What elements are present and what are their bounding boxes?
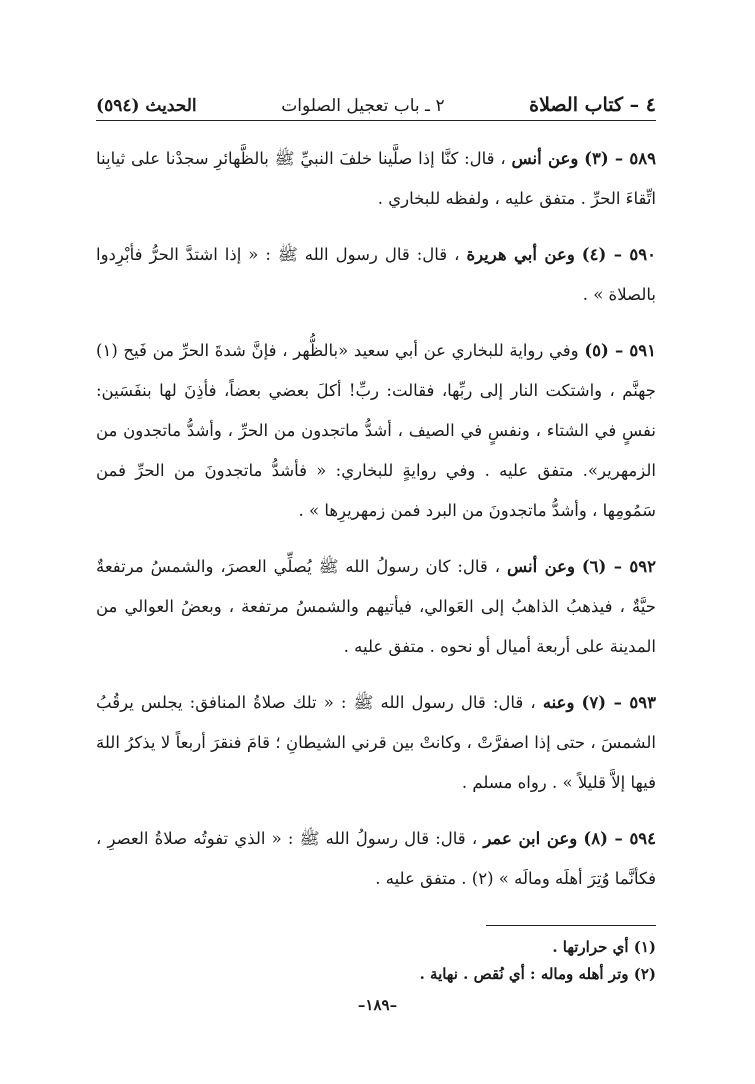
hadith-text: ، قال: قال رسول الله ﷺ : « تلك صلاةُ المنافق: يجلس يرقُبُ الشمسَ ، حتى إذا اصفرَّتْ ، وكانتْ بين قرني الشيطانِ ؛ قامَ فنقرَ أربعاً لا يذكرُ اللهَ فيها إلاَّ قليلاً » . رواه مسلم .	[96, 693, 656, 792]
hadith-text: ، قال: كنَّا إذا صلَّينا خلفَ النبيِّ ﷺ بالظَّهائرِ سجدْنا على ثيابِنا اتِّقاءَ الحرِّ . متفق عليه ، ولفظه للبخاري .	[96, 149, 656, 208]
hadith-narrator: وعن أبي هريرة	[466, 245, 575, 264]
hadith-text: ، قال: كان رسولُ الله ﷺ يُصلِّي العصرَ، والشمسُ مرتفعةٌ حيَّةٌ ، فيذهبُ الذاهبُ إلى العَوالي، فيأتيهم والشمسُ مرتفعة ، وبعضُ العوالي من المدينة على أربعة أميال أو نحوه . متفق عليه .	[96, 557, 656, 656]
hadith-narrator: وعنه	[542, 693, 575, 712]
hadith-594	[96, 819, 656, 899]
page-number: –١٨٩–	[357, 996, 398, 1014]
page	[96, 82, 656, 988]
page-body	[96, 139, 656, 899]
hadith-number: ٥٩٤ – (٨)	[583, 829, 657, 848]
footnotes	[96, 925, 656, 988]
hadith-text: وفي رواية للبخاري عن أبي سعيد «بالظُّهر ، فإنَّ شدةَ الحرِّ من فَيح (١) جهنَّم ، واشتكت النار إلى ربِّها، فقالت: ربِّ! أكلَ بعضي بعضاً، فأذِنَ لها بنفَسَين: نفسٍ في الشتاء ، ونفسٍ في الصيف ، أشدُّ ماتجدون من الحرِّ ، وأشدُّ ماتجدون من الزمهرير». متفق عليه . وفي روايةٍ للبخاري: « فأشدُّ ماتجدونَ من الحرِّ فمن سَمُومِها ، وأشدُّ ماتجدونَ من البرد فمن زمهريرِها » .	[96, 341, 656, 520]
hadith-593	[96, 683, 656, 803]
page-header	[96, 82, 656, 121]
hadith-number: ٥٩٠ – (٤)	[581, 245, 657, 264]
hadith-narrator: وعن أنس	[511, 149, 579, 168]
hadith-text: ، قال: قال رسول الله ﷺ : « إذا اشتدَّ الحرُّ فأبْرِدوا بالصلاة » .	[96, 245, 656, 304]
hadith-590	[96, 235, 656, 315]
hadith-589	[96, 139, 656, 219]
hadith-591	[96, 331, 656, 531]
hadith-number: ٥٩١ – (٥)	[584, 341, 657, 360]
footnote-2: (٢) وتر أهله وماله : أي نُقص . نهاية .	[419, 965, 656, 983]
hadith-text: ، قال: قال رسولُ الله ﷺ : « الذي تفوتُه صلاةُ العصرِ ، فكأنَّما وُتِرَ أهلَه ومالَه » (٢) . متفق عليه .	[96, 829, 656, 888]
hadith-number: ٥٩٢ – (٦)	[581, 557, 656, 576]
footnote-divider	[486, 925, 656, 926]
hadith-number: ٥٨٩ – (٣)	[584, 149, 657, 168]
header-chapter-title: ٢ ـ باب تعجيل الصلوات	[281, 96, 445, 116]
header-book-title: ٤ – كتاب الصلاة	[529, 94, 656, 116]
footnote-1: (١) أي حرارتها .	[552, 938, 656, 956]
hadith-592	[96, 547, 656, 667]
hadith-narrator: وعن ابن عمر	[483, 829, 578, 848]
hadith-number: ٥٩٣ – (٧)	[581, 693, 657, 712]
header-hadith-range: الحديث (٥٩٤)	[96, 96, 197, 116]
hadith-narrator: وعن أنس	[506, 557, 575, 576]
